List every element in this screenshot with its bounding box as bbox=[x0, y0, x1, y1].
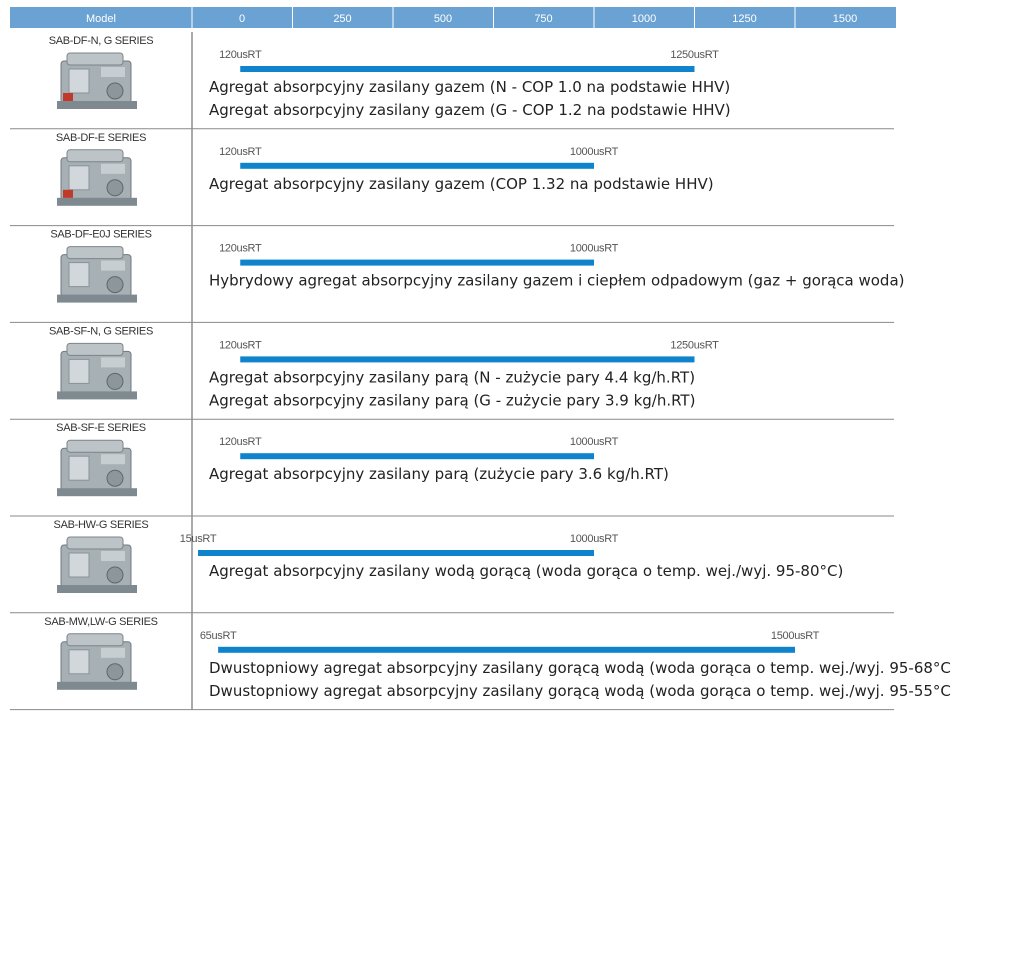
product-image bbox=[57, 537, 137, 593]
range-bar bbox=[240, 453, 594, 459]
range-min-label: 120usRT bbox=[219, 49, 262, 61]
header-tick-label: 250 bbox=[333, 13, 352, 25]
range-max-label: 1250usRT bbox=[670, 49, 719, 61]
product-image bbox=[57, 343, 137, 399]
header-tick-label: 0 bbox=[238, 13, 246, 25]
range-min-label: 120usRT bbox=[219, 242, 262, 255]
range-min-label: 15usRT bbox=[179, 533, 217, 545]
product-image bbox=[57, 53, 137, 109]
row-description: Dwustopniowy agregat absorpcyjny zasilany gorącą wodą (woda gorąca o temp. wej./wyj. 95-55°C bbox=[209, 681, 951, 700]
header-tick-label: 500 bbox=[433, 13, 453, 25]
product-image bbox=[57, 150, 137, 206]
row-description: Agregat absorpcyjny zasilany wodą gorącą (woda gorąca o temp. wej./wyj. 95-80°C) bbox=[209, 562, 844, 580]
range-min-label: 120usRT bbox=[219, 339, 262, 352]
range-bar bbox=[240, 163, 594, 169]
range-bar bbox=[240, 260, 594, 266]
range-min-label: 120usRT bbox=[219, 436, 262, 449]
row-description: Agregat absorpcyjny zasilany gazem (COP 1.32 na podstawie HHV) bbox=[209, 174, 714, 193]
model-name: SAB-SF-N, G SERIES bbox=[48, 325, 154, 338]
row-description: Agregat absorpcyjny zasilany gazem (N - COP 1.0 na podstawie HHV) bbox=[209, 78, 731, 96]
row-description: Agregat absorpcyjny zasilany gazem (G - COP 1.2 na podstawie HHV) bbox=[209, 101, 731, 119]
header-tick-label: 750 bbox=[534, 13, 553, 25]
model-name: SAB-HW-G SERIES bbox=[53, 519, 149, 531]
range-max-label: 1000usRT bbox=[569, 242, 619, 255]
header-tick-label: 1500 bbox=[832, 13, 858, 25]
product-image bbox=[57, 634, 137, 690]
product-image bbox=[57, 247, 137, 303]
range-bar bbox=[198, 550, 594, 556]
row-description: Hybrydowy agregat absorpcyjny zasilany gazem i ciepłem odpadowym (gaz + gorąca woda) bbox=[209, 271, 905, 290]
header-tick-label: 1250 bbox=[732, 13, 757, 25]
range-min-label: 120usRT bbox=[219, 145, 262, 158]
product-image bbox=[57, 440, 137, 496]
model-name: SAB-DF-N, G SERIES bbox=[48, 35, 154, 47]
header-model-label: Model bbox=[86, 13, 116, 25]
row-description: Agregat absorpcyjny zasilany parą (zużycie pary 3.6 kg/h.RT) bbox=[209, 465, 669, 484]
header-bar bbox=[10, 7, 896, 28]
header-tick-label: 1000 bbox=[631, 13, 657, 25]
model-name: SAB-MW,LW-G SERIES bbox=[44, 615, 158, 628]
range-min-label: 65usRT bbox=[199, 629, 237, 642]
model-name: SAB-DF-E0J SERIES bbox=[50, 228, 152, 241]
range-max-label: 1000usRT bbox=[569, 533, 619, 545]
range-max-label: 1000usRT bbox=[569, 436, 619, 449]
range-bar bbox=[240, 66, 694, 72]
row-description: Agregat absorpcyjny zasilany parą (G - zużycie pary 3.9 kg/h.RT) bbox=[209, 391, 696, 410]
model-name: SAB-DF-E SERIES bbox=[55, 131, 147, 144]
range-bar bbox=[240, 356, 694, 362]
model-name: SAB-SF-E SERIES bbox=[56, 422, 146, 435]
row-description: Dwustopniowy agregat absorpcyjny zasilany gorącą wodą (woda gorąca o temp. wej./wyj. 95-68°C bbox=[209, 658, 951, 677]
range-max-label: 1000usRT bbox=[569, 145, 619, 158]
range-bar bbox=[218, 647, 795, 653]
range-max-label: 1250usRT bbox=[670, 339, 719, 352]
range-max-label: 1500usRT bbox=[770, 629, 820, 642]
row-description: Agregat absorpcyjny zasilany parą (N - zużycie pary 4.4 kg/h.RT) bbox=[209, 368, 696, 387]
